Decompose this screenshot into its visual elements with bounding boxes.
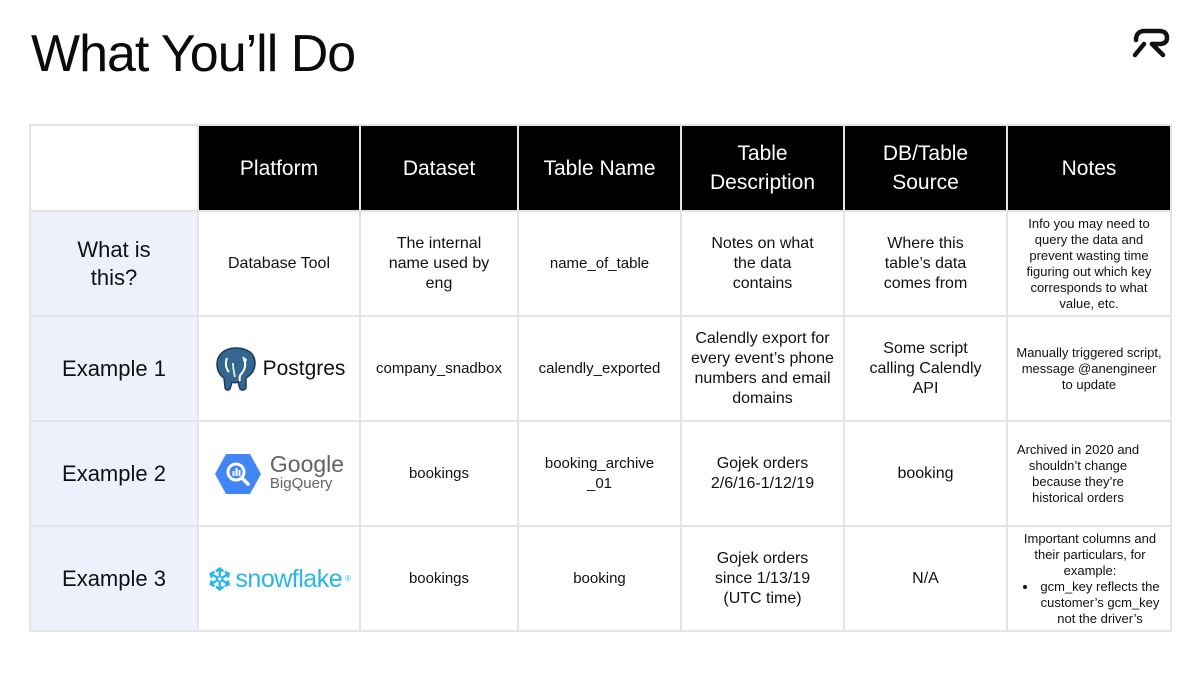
table-name-cell: booking_archive _01 (518, 421, 681, 526)
dataset-cell (360, 211, 518, 316)
table-row (30, 316, 1171, 421)
notes-cell (1007, 526, 1171, 631)
notes-cell: Info you may need to query the data and prevent wasting time figuring out which key corresponds to what value, etc. (1007, 211, 1171, 316)
postgres-label: Postgres (262, 356, 346, 380)
source-cell: booking (844, 421, 1007, 526)
header-db-table-source: DB/Table Source (844, 125, 1007, 211)
row-label: Example 1 (30, 316, 198, 421)
description-cell (681, 526, 844, 631)
notes-cell (1007, 421, 1171, 526)
bigquery-label: BigQuery (269, 474, 333, 492)
page-title: What You’ll Do (31, 25, 356, 83)
row-label (30, 211, 198, 316)
notes-cell: Manually triggered script, message @anengineer to update (1007, 316, 1171, 421)
table-name-cell: name_of_table (518, 211, 681, 316)
header-platform: Platform (198, 125, 360, 211)
snowflake-logo (207, 562, 351, 596)
platform-cell (198, 421, 360, 526)
table-name-cell: calendly_exported (518, 316, 681, 421)
description-cell (681, 211, 844, 316)
table-row (30, 211, 1171, 316)
postgres-elephant-icon (213, 345, 259, 393)
table-name-cell: booking (518, 526, 681, 631)
bigquery-logo (207, 452, 351, 496)
snowflake-icon (207, 562, 232, 596)
dataset-text: The internal name used by eng (388, 234, 490, 292)
notes-bullet: • gcm_key reflects the customer’s gcm_key not the driver’s (1038, 579, 1162, 627)
header-table-name: Table Name (518, 125, 681, 211)
dataset-cell: bookings (360, 421, 518, 526)
platform-cell (198, 316, 360, 421)
postgres-logo (207, 345, 351, 393)
header-dataset: Dataset (360, 125, 518, 211)
table-row (30, 526, 1171, 631)
corner-cell (30, 125, 198, 211)
bigquery-wordmark (269, 450, 345, 494)
description-cell (681, 421, 844, 526)
platform-cell: Database Tool (198, 211, 360, 316)
source-cell (844, 316, 1007, 421)
source-text: Some script calling Calendly API (869, 339, 982, 397)
brand-logo-icon (1132, 28, 1170, 58)
registered-mark: ® (345, 573, 351, 583)
notes-text: Archived in 2020 and shouldn’t change because they’re historical orders (1016, 441, 1140, 505)
table-row (30, 421, 1171, 526)
notes-intro: Important columns and their particulars, for example: (1023, 530, 1157, 578)
snowflake-label: snowflake (235, 564, 343, 593)
header-notes: Notes (1007, 125, 1171, 211)
source-cell: N/A (844, 526, 1007, 631)
bigquery-hexagon-icon (214, 452, 262, 496)
source-text: Where this table’s data comes from (883, 234, 968, 292)
dataset-cell: bookings (360, 526, 518, 631)
description-text: Notes on what the data contains (711, 234, 814, 292)
dataset-cell: company_snadbox (360, 316, 518, 421)
description-text: Gojek orders since 1/13/19 (UTC time) (714, 549, 811, 607)
google-label: Google (269, 450, 345, 477)
row-label-text: What is this? (77, 236, 151, 290)
description-text: Gojek orders 2/6/16-1/12/19 (710, 454, 815, 492)
row-label: Example 3 (30, 526, 198, 631)
platform-cell (198, 526, 360, 631)
row-label: Example 2 (30, 421, 198, 526)
data-catalog-table (29, 124, 1172, 632)
source-cell (844, 211, 1007, 316)
description-cell: Calendly export for every event’s phone numbers and email domains (681, 316, 844, 421)
header-table-description: Table Description (681, 125, 844, 211)
table-header-row (30, 125, 1171, 211)
notes-list (1018, 579, 1162, 627)
